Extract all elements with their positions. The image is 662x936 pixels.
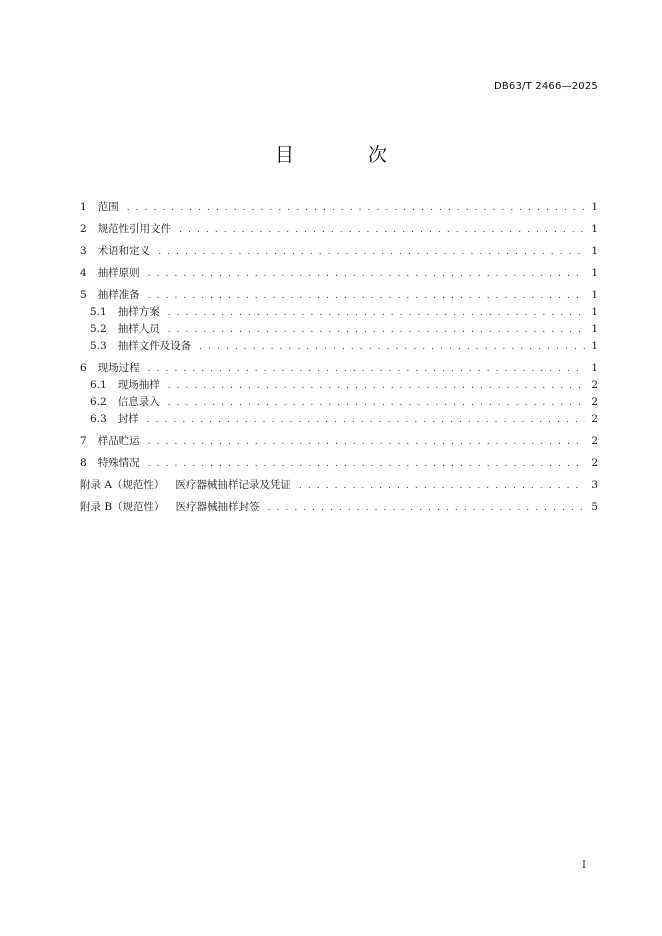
toc-entry-page: 1 [591, 245, 598, 257]
toc-entry-number: 6.2 [90, 396, 107, 408]
table-of-contents [80, 199, 598, 516]
toc-dot-leader [168, 322, 586, 339]
toc-dot-leader [148, 266, 586, 283]
toc-entry-number: 7 [80, 435, 87, 447]
toc-entry[interactable] [80, 243, 598, 260]
toc-dot-leader [148, 434, 586, 451]
toc-entry-label: 抽样人员 [117, 323, 160, 335]
toc-entry-page: 2 [591, 413, 598, 425]
toc-entry-page: 1 [591, 223, 598, 235]
document-code: DB63/T 2466—2025 [493, 81, 598, 92]
toc-entry[interactable] [80, 499, 598, 516]
toc-dot-leader [127, 200, 586, 217]
toc-entry-label: 抽样文件及设备 [117, 340, 192, 352]
toc-entry-label: 抽样原则 [97, 267, 140, 279]
page-number: I [582, 860, 586, 871]
toc-entry[interactable] [80, 221, 598, 238]
toc-dot-leader [268, 500, 586, 517]
toc-entry[interactable] [80, 360, 598, 377]
toc-entry-number: 3 [80, 245, 87, 257]
toc-entry-number: 1 [80, 201, 87, 213]
toc-entry-number: 5.3 [90, 340, 107, 352]
toc-entry-page: 2 [591, 379, 598, 391]
toc-entry-label: 现场过程 [97, 362, 140, 374]
toc-entry[interactable] [80, 199, 598, 216]
toc-dot-leader [148, 288, 586, 305]
toc-entry[interactable] [80, 377, 598, 394]
toc-dot-leader [299, 478, 585, 495]
toc-entry-label: 医疗器械抽样记录及凭证 [175, 479, 291, 491]
toc-entry-page: 1 [591, 323, 598, 335]
toc-entry[interactable] [80, 394, 598, 411]
toc-entry-label: 封样 [117, 413, 139, 425]
toc-entry[interactable] [80, 477, 598, 494]
toc-entry[interactable] [80, 433, 598, 450]
toc-entry-label: 医疗器械抽样封签 [175, 501, 260, 513]
toc-entry-page: 2 [591, 435, 598, 447]
toc-entry-label: 范围 [97, 201, 119, 213]
toc-entry-label: 术语和定义 [97, 245, 151, 257]
toc-entry-label: 规范性引用文件 [97, 223, 172, 235]
toc-entry-number: 6.3 [90, 413, 107, 425]
toc-entry[interactable] [80, 411, 598, 428]
toc-entry-number: 5 [80, 289, 87, 301]
toc-entry-page: 2 [591, 396, 598, 408]
toc-entry-page: 1 [591, 306, 598, 318]
toc-entry-page: 1 [591, 201, 598, 213]
toc-entry-number: 2 [80, 223, 87, 235]
toc-dot-leader [179, 222, 585, 239]
toc-dot-leader [199, 339, 585, 356]
toc-entry-number: 附录 B（规范性） [80, 501, 165, 513]
toc-title: 目 次 [274, 144, 422, 166]
toc-entry-number: 4 [80, 267, 87, 279]
toc-dot-leader [168, 378, 586, 395]
toc-entry-number: 附录 A（规范性） [80, 479, 165, 491]
toc-dot-leader [168, 305, 586, 322]
toc-entry-label: 特殊情况 [97, 457, 140, 469]
toc-dot-leader [147, 412, 586, 429]
toc-entry-number: 6 [80, 362, 87, 374]
toc-entry-label: 样品贮运 [97, 435, 140, 447]
toc-entry-label: 信息录入 [117, 396, 160, 408]
toc-entry-page: 2 [591, 457, 598, 469]
toc-entry-page: 3 [591, 479, 598, 491]
toc-entry-page: 1 [591, 362, 598, 374]
toc-entry[interactable] [80, 287, 598, 304]
toc-dot-leader [148, 361, 586, 378]
toc-entry-number: 6.1 [90, 379, 107, 391]
toc-entry[interactable] [80, 338, 598, 355]
toc-entry-page: 5 [591, 501, 598, 513]
toc-entry-page: 1 [591, 340, 598, 352]
toc-entry-number: 5.1 [90, 306, 107, 318]
toc-entry-number: 8 [80, 457, 87, 469]
toc-entry-number: 5.2 [90, 323, 107, 335]
toc-entry-page: 1 [591, 289, 598, 301]
toc-entry-page: 1 [591, 267, 598, 279]
toc-entry[interactable] [80, 304, 598, 321]
toc-entry[interactable] [80, 455, 598, 472]
toc-entry-label: 抽样准备 [97, 289, 140, 301]
toc-dot-leader [168, 395, 586, 412]
toc-entry-label: 现场抽样 [117, 379, 160, 391]
toc-entry-label: 抽样方案 [117, 306, 160, 318]
toc-entry[interactable] [80, 265, 598, 282]
toc-dot-leader [148, 456, 586, 473]
toc-dot-leader [158, 244, 585, 261]
toc-entry[interactable] [80, 321, 598, 338]
